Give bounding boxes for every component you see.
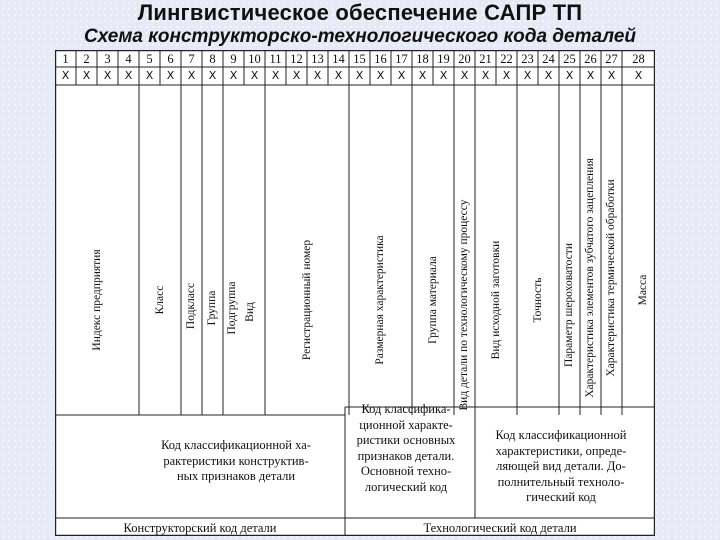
position-number: 6	[167, 52, 174, 66]
position-mark: X	[166, 69, 175, 82]
position-mark: X	[376, 69, 385, 82]
position-mark: X	[124, 69, 133, 82]
position-number: 11	[269, 52, 282, 66]
position-number: 22	[500, 52, 513, 66]
field-label-text: Размерная характеристика	[374, 235, 386, 365]
field-label-text: Точность	[532, 277, 544, 323]
position-number: 9	[230, 52, 237, 66]
position-number: 16	[374, 52, 387, 66]
position-mark: X	[397, 69, 406, 82]
position-mark: X	[634, 69, 643, 82]
description-line: ных признаков детали	[176, 469, 296, 483]
technological-code-caption: Технологический код детали	[423, 521, 577, 535]
field-label-text: Индекс предприятия	[91, 249, 103, 351]
additional-features-description	[479, 428, 643, 506]
position-number: 19	[437, 52, 450, 66]
page-subtitle: Схема конструкторско-технологического кода деталей	[83, 26, 637, 47]
basic-features-description	[345, 402, 467, 495]
position-number: 28	[632, 52, 645, 66]
position-number: 8	[209, 52, 216, 66]
position-mark: X	[61, 69, 70, 82]
position-number: 21	[479, 52, 492, 66]
description-line: Код классификационной	[495, 428, 627, 442]
position-mark: X	[502, 69, 511, 82]
position-mark: X	[607, 69, 616, 82]
position-mark: X	[229, 69, 238, 82]
description-line: характеристики, опреде-	[495, 443, 627, 458]
field-label-text: Регистрационный номер	[301, 239, 313, 361]
position-mark: X	[355, 69, 364, 82]
position-number: 10	[248, 52, 261, 66]
description-line: признаков детали.	[357, 448, 455, 463]
position-number: 24	[542, 52, 555, 66]
design-code-caption: Конструкторский код детали	[123, 521, 277, 535]
position-mark: X	[208, 69, 217, 82]
description-line: гический код	[526, 490, 596, 504]
field-label-text: Масса	[637, 274, 649, 306]
description-line: Основной техно-	[360, 464, 452, 478]
position-number: 26	[584, 52, 597, 66]
position-mark: X	[523, 69, 532, 82]
field-label-text: Группа материала	[427, 256, 439, 344]
position-number: 13	[311, 52, 324, 66]
position-number: 12	[290, 52, 303, 66]
position-number: 14	[332, 52, 345, 66]
description-line: ристики основных	[356, 433, 456, 447]
field-label-text: Характеристика элементов зубчатого зацепления	[584, 158, 596, 398]
field-label-text: Вид детали по технологическому процессу	[458, 199, 470, 411]
page-title: Лингвистическое обеспечение САПР ТП	[137, 0, 583, 25]
position-mark: X	[103, 69, 112, 82]
position-mark: X	[460, 69, 469, 82]
position-mark: X	[586, 69, 595, 82]
field-label-text: Вид исходной заготовки	[490, 240, 502, 360]
position-number: 7	[188, 52, 195, 66]
position-mark: X	[481, 69, 490, 82]
description-line: ляющей вид детали. До-	[496, 459, 626, 473]
position-mark: X	[145, 69, 154, 82]
description-line: ционной характе-	[359, 417, 453, 432]
position-mark: X	[565, 69, 574, 82]
position-mark: X	[82, 69, 91, 82]
position-number: 1	[62, 52, 69, 66]
position-mark: X	[313, 69, 322, 82]
code-scheme-diagram	[55, 50, 655, 536]
field-label-text: Подгруппа	[226, 281, 238, 335]
position-number: 27	[605, 52, 618, 66]
position-mark: X	[418, 69, 427, 82]
description-line: полнительный техноло-	[497, 474, 625, 489]
position-number: 5	[146, 52, 153, 66]
description-line: Код классификационной ха-	[161, 438, 311, 452]
position-mark: X	[334, 69, 343, 82]
position-number: 3	[104, 52, 111, 66]
field-label-text: Характеристика термической обработки	[605, 179, 617, 377]
position-number: 25	[563, 52, 576, 66]
design-features-description	[141, 438, 331, 485]
description-line: рактеристики конструктив-	[163, 453, 309, 468]
field-label-text: Параметр шероховатости	[563, 243, 575, 367]
field-label-text: Подкласс	[185, 282, 197, 330]
position-number: 23	[521, 52, 534, 66]
position-mark: X	[292, 69, 301, 82]
field-label-text: Вид	[244, 302, 256, 322]
description-line: Код классифика-	[361, 402, 451, 416]
position-number: 17	[395, 52, 408, 66]
position-number: 2	[83, 52, 90, 66]
position-number: 18	[416, 52, 429, 66]
position-mark: X	[271, 69, 280, 82]
position-number: 20	[458, 52, 471, 66]
position-mark: X	[439, 69, 448, 82]
description-line: логический код	[364, 479, 448, 494]
field-label-text: Группа	[206, 290, 218, 326]
field-label-text: Класс	[154, 285, 166, 315]
position-number: 15	[353, 52, 366, 66]
position-mark: X	[544, 69, 553, 82]
position-mark: X	[250, 69, 259, 82]
position-mark: X	[187, 69, 196, 82]
position-number: 4	[125, 52, 132, 66]
